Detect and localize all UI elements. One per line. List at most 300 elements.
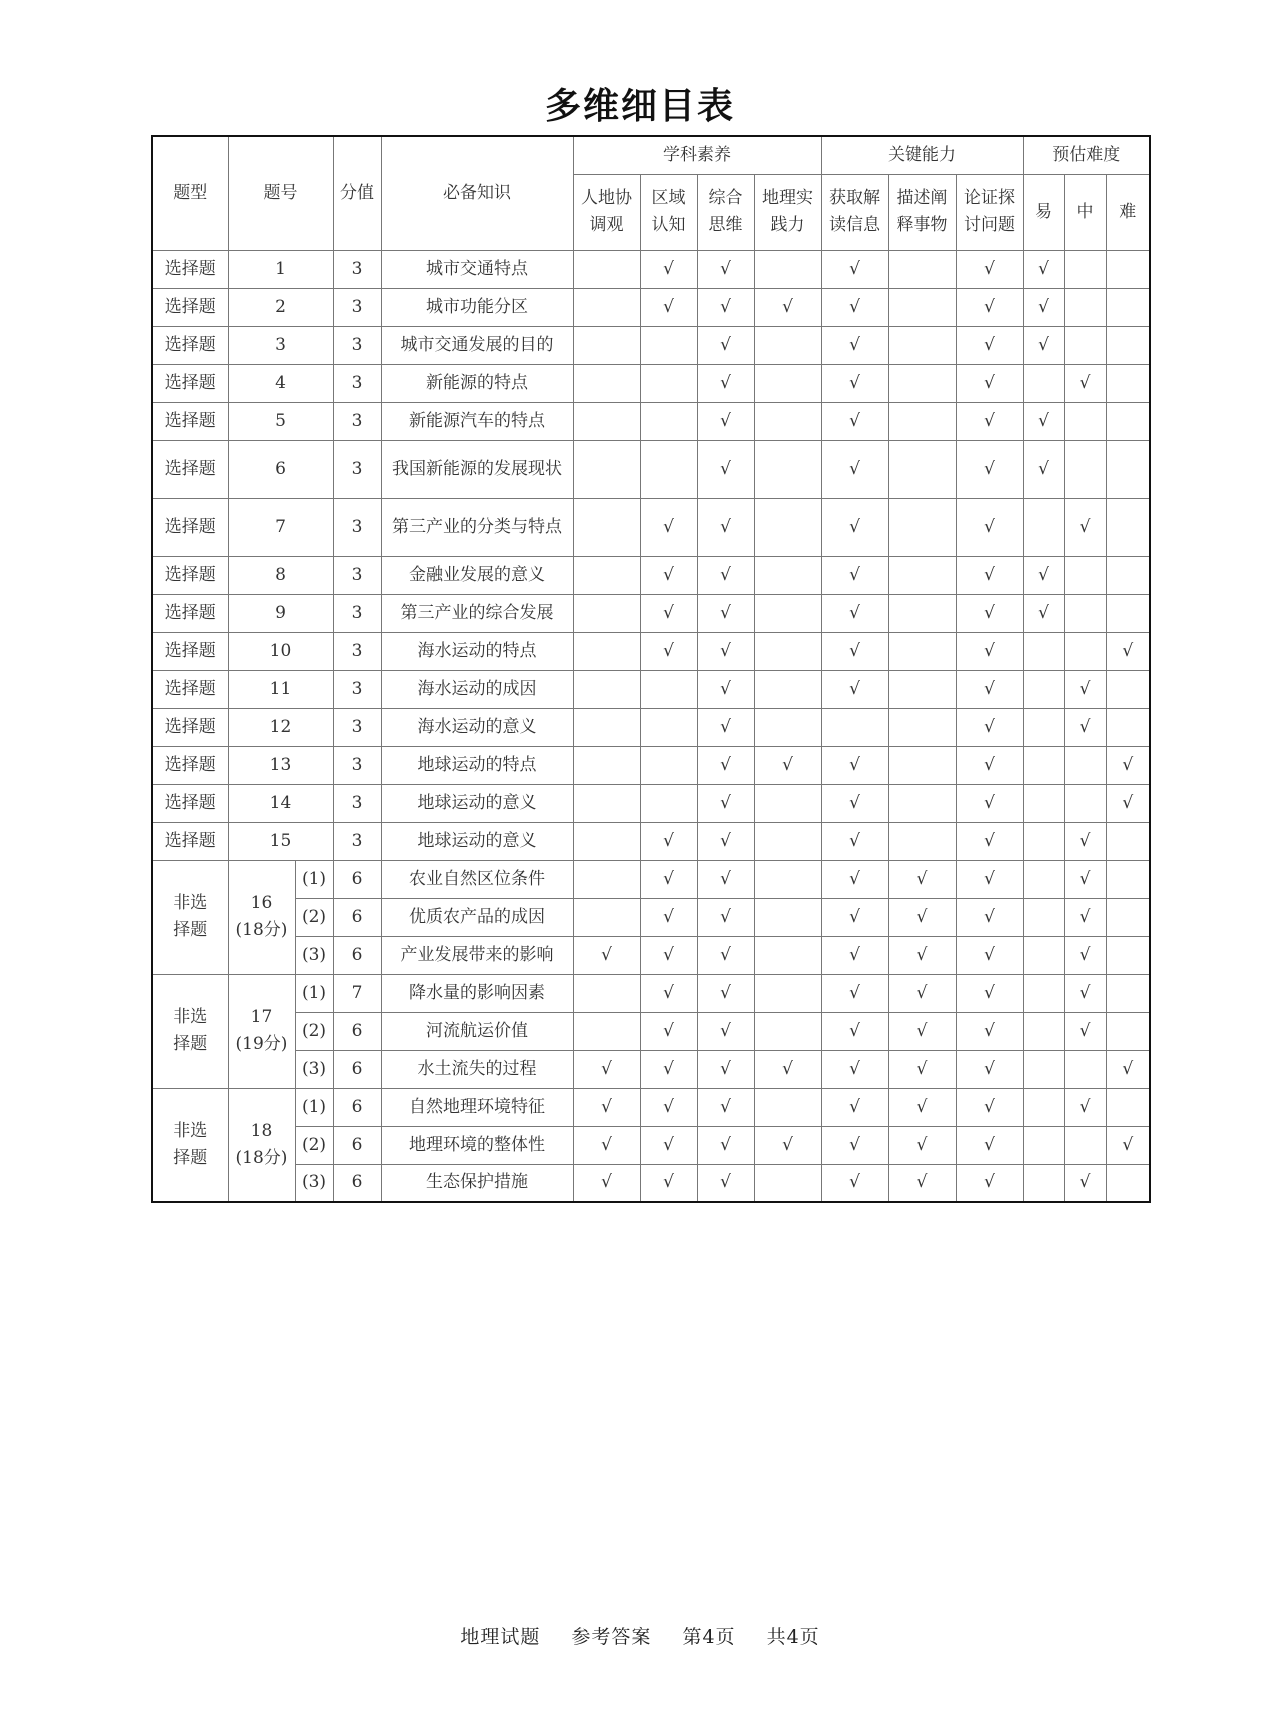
empty-cell <box>754 498 821 556</box>
empty-cell <box>754 936 821 974</box>
check-mark: √ <box>697 1088 754 1126</box>
table-row <box>152 1164 1150 1202</box>
empty-cell <box>573 594 640 632</box>
check-mark: √ <box>697 860 754 898</box>
check-mark: √ <box>821 1088 888 1126</box>
empty-cell <box>888 498 956 556</box>
check-mark: √ <box>1064 860 1106 898</box>
empty-cell <box>1064 1126 1106 1164</box>
empty-cell <box>1064 784 1106 822</box>
check-mark: √ <box>956 784 1023 822</box>
check-mark: √ <box>956 974 1023 1012</box>
empty-cell <box>754 402 821 440</box>
check-mark: √ <box>821 364 888 402</box>
check-mark: √ <box>697 498 754 556</box>
table-row <box>152 936 1150 974</box>
cell-number: 12 <box>228 708 333 746</box>
check-mark: √ <box>1106 784 1150 822</box>
cell-number: 14 <box>228 784 333 822</box>
empty-cell <box>573 784 640 822</box>
check-mark: √ <box>640 1164 697 1202</box>
cell-number: 15 <box>228 822 333 860</box>
check-mark: √ <box>956 364 1023 402</box>
cell-type: 非选择题 <box>152 1088 228 1202</box>
check-mark: √ <box>821 936 888 974</box>
empty-cell <box>1106 250 1150 288</box>
empty-cell <box>1064 632 1106 670</box>
cell-knowledge: 自然地理环境特征 <box>381 1088 573 1126</box>
table-row <box>152 402 1150 440</box>
empty-cell <box>573 974 640 1012</box>
empty-cell <box>888 746 956 784</box>
check-mark: √ <box>754 746 821 784</box>
empty-cell <box>573 822 640 860</box>
header-number: 题号 <box>228 136 333 250</box>
check-mark: √ <box>821 898 888 936</box>
table-row <box>152 670 1150 708</box>
check-mark: √ <box>640 1050 697 1088</box>
cell-knowledge: 河流航运价值 <box>381 1012 573 1050</box>
cell-type: 选择题 <box>152 288 228 326</box>
check-mark: √ <box>1064 708 1106 746</box>
cell-knowledge: 城市功能分区 <box>381 288 573 326</box>
empty-cell <box>640 708 697 746</box>
check-mark: √ <box>1023 556 1064 594</box>
group-total-score: (18分) <box>235 1147 288 1168</box>
empty-cell <box>1064 326 1106 364</box>
check-mark: √ <box>956 746 1023 784</box>
empty-cell <box>888 364 956 402</box>
empty-cell <box>821 708 888 746</box>
empty-cell <box>573 440 640 498</box>
cell-score: 3 <box>333 670 381 708</box>
cell-score: 3 <box>333 326 381 364</box>
table-row <box>152 498 1150 556</box>
table-row <box>152 1126 1150 1164</box>
cell-score: 6 <box>333 936 381 974</box>
check-mark: √ <box>956 1050 1023 1088</box>
check-mark: √ <box>888 860 956 898</box>
empty-cell <box>640 364 697 402</box>
cell-knowledge: 地球运动的意义 <box>381 822 573 860</box>
empty-cell <box>1106 556 1150 594</box>
cell-score: 3 <box>333 498 381 556</box>
check-mark: √ <box>821 440 888 498</box>
table-row <box>152 250 1150 288</box>
header-group-literacy: 学科素养 <box>573 136 821 174</box>
check-mark: √ <box>640 498 697 556</box>
empty-cell <box>754 898 821 936</box>
empty-cell <box>1106 364 1150 402</box>
header-sub-hard: 难 <box>1106 174 1150 250</box>
check-mark: √ <box>697 1164 754 1202</box>
empty-cell <box>888 784 956 822</box>
check-mark: √ <box>956 936 1023 974</box>
table-row <box>152 784 1150 822</box>
cell-subquestion: (3) <box>295 1050 333 1088</box>
empty-cell <box>888 594 956 632</box>
cell-type: 选择题 <box>152 594 228 632</box>
check-mark: √ <box>956 898 1023 936</box>
cell-subquestion: (3) <box>295 1164 333 1202</box>
check-mark: √ <box>821 1126 888 1164</box>
check-mark: √ <box>640 632 697 670</box>
cell-type: 选择题 <box>152 670 228 708</box>
empty-cell <box>1106 594 1150 632</box>
cell-type: 选择题 <box>152 822 228 860</box>
cell-score: 6 <box>333 1126 381 1164</box>
empty-cell <box>1064 288 1106 326</box>
cell-score: 6 <box>333 1050 381 1088</box>
page-title: 多维细目表 <box>544 86 735 127</box>
table-row <box>152 822 1150 860</box>
check-mark: √ <box>1064 898 1106 936</box>
cell-subquestion: (1) <box>295 1088 333 1126</box>
cell-score: 3 <box>333 822 381 860</box>
cell-subquestion: (1) <box>295 860 333 898</box>
empty-cell <box>1023 936 1064 974</box>
empty-cell <box>1106 898 1150 936</box>
table-row <box>152 1050 1150 1088</box>
cell-type: 选择题 <box>152 708 228 746</box>
check-mark: √ <box>1064 974 1106 1012</box>
check-mark: √ <box>697 594 754 632</box>
empty-cell <box>1023 1050 1064 1088</box>
check-mark: √ <box>956 402 1023 440</box>
check-mark: √ <box>956 440 1023 498</box>
empty-cell <box>754 1164 821 1202</box>
check-mark: √ <box>821 860 888 898</box>
empty-cell <box>640 746 697 784</box>
cell-knowledge: 生态保护措施 <box>381 1164 573 1202</box>
empty-cell <box>573 288 640 326</box>
cell-knowledge: 地球运动的意义 <box>381 784 573 822</box>
cell-knowledge: 第三产业的分类与特点 <box>381 498 573 556</box>
cell-number: 6 <box>228 440 333 498</box>
table-row <box>152 632 1150 670</box>
empty-cell <box>888 556 956 594</box>
cell-type: 选择题 <box>152 250 228 288</box>
check-mark: √ <box>1064 1164 1106 1202</box>
cell-subquestion: (1) <box>295 974 333 1012</box>
empty-cell <box>573 250 640 288</box>
check-mark: √ <box>956 288 1023 326</box>
group-number: 18 <box>250 1120 273 1141</box>
empty-cell <box>1106 1088 1150 1126</box>
check-mark: √ <box>1064 822 1106 860</box>
cell-knowledge: 地球运动的特点 <box>381 746 573 784</box>
check-mark: √ <box>697 822 754 860</box>
table-row <box>152 288 1150 326</box>
check-mark: √ <box>821 632 888 670</box>
check-mark: √ <box>640 556 697 594</box>
empty-cell <box>573 556 640 594</box>
check-mark: √ <box>1064 1088 1106 1126</box>
cell-score: 6 <box>333 1088 381 1126</box>
check-mark: √ <box>640 1012 697 1050</box>
empty-cell <box>1023 632 1064 670</box>
table-row <box>152 860 1150 898</box>
check-mark: √ <box>1106 1050 1150 1088</box>
check-mark: √ <box>697 402 754 440</box>
cell-subquestion: (3) <box>295 936 333 974</box>
check-mark: √ <box>888 898 956 936</box>
cell-number: 3 <box>228 326 333 364</box>
cell-knowledge: 我国新能源的发展现状 <box>381 440 573 498</box>
check-mark: √ <box>1064 498 1106 556</box>
cell-knowledge: 新能源汽车的特点 <box>381 402 573 440</box>
cell-number: 10 <box>228 632 333 670</box>
empty-cell <box>1064 440 1106 498</box>
check-mark: √ <box>821 1050 888 1088</box>
check-mark: √ <box>956 860 1023 898</box>
check-mark: √ <box>956 326 1023 364</box>
table-row <box>152 1088 1150 1126</box>
check-mark: √ <box>640 936 697 974</box>
empty-cell <box>1106 440 1150 498</box>
check-mark: √ <box>640 974 697 1012</box>
check-mark: √ <box>697 936 754 974</box>
header-sub-human-land: 人地协调观 <box>573 174 640 250</box>
empty-cell <box>888 250 956 288</box>
check-mark: √ <box>697 784 754 822</box>
empty-cell <box>640 402 697 440</box>
empty-cell <box>1023 860 1064 898</box>
empty-cell <box>1106 974 1150 1012</box>
empty-cell <box>754 708 821 746</box>
cell-question-group <box>228 974 295 1088</box>
check-mark: √ <box>640 594 697 632</box>
check-mark: √ <box>754 1050 821 1088</box>
cell-subquestion: (2) <box>295 898 333 936</box>
empty-cell <box>1064 594 1106 632</box>
cell-knowledge: 水土流失的过程 <box>381 1050 573 1088</box>
group-total-score: (19分) <box>235 1034 288 1054</box>
check-mark: √ <box>821 1164 888 1202</box>
cell-type: 选择题 <box>152 498 228 556</box>
check-mark: √ <box>821 402 888 440</box>
empty-cell <box>573 898 640 936</box>
cell-score: 3 <box>333 402 381 440</box>
cell-score: 3 <box>333 594 381 632</box>
cell-type: 选择题 <box>152 784 228 822</box>
check-mark: √ <box>640 288 697 326</box>
cell-number: 8 <box>228 556 333 594</box>
header-knowledge: 必备知识 <box>381 136 573 250</box>
header-sub-describe: 描述阐释事物 <box>888 174 956 250</box>
footer-answer: 参考答案 <box>571 1626 652 1648</box>
cell-knowledge: 城市交通发展的目的 <box>381 326 573 364</box>
check-mark: √ <box>640 898 697 936</box>
table-row <box>152 440 1150 498</box>
check-mark: √ <box>697 746 754 784</box>
empty-cell <box>754 1088 821 1126</box>
empty-cell <box>1023 1012 1064 1050</box>
empty-cell <box>1106 288 1150 326</box>
empty-cell <box>1023 1088 1064 1126</box>
empty-cell <box>888 440 956 498</box>
cell-knowledge: 金融业发展的意义 <box>381 556 573 594</box>
empty-cell <box>640 670 697 708</box>
cell-knowledge: 城市交通特点 <box>381 250 573 288</box>
cell-type: 选择题 <box>152 632 228 670</box>
empty-cell <box>1064 746 1106 784</box>
check-mark: √ <box>956 632 1023 670</box>
check-mark: √ <box>821 784 888 822</box>
check-mark: √ <box>888 1050 956 1088</box>
header-sub-argue: 论证探讨问题 <box>956 174 1023 250</box>
empty-cell <box>888 402 956 440</box>
empty-cell <box>754 1012 821 1050</box>
cell-score: 3 <box>333 288 381 326</box>
cell-type: 选择题 <box>152 364 228 402</box>
header-score: 分值 <box>333 136 381 250</box>
empty-cell <box>1106 708 1150 746</box>
empty-cell <box>1023 364 1064 402</box>
cell-score: 6 <box>333 1012 381 1050</box>
empty-cell <box>888 822 956 860</box>
empty-cell <box>1064 1050 1106 1088</box>
cell-number: 1 <box>228 250 333 288</box>
empty-cell <box>754 556 821 594</box>
check-mark: √ <box>888 1164 956 1202</box>
cell-score: 3 <box>333 556 381 594</box>
check-mark: √ <box>697 632 754 670</box>
check-mark: √ <box>1023 402 1064 440</box>
empty-cell <box>1023 1164 1064 1202</box>
check-mark: √ <box>1023 250 1064 288</box>
check-mark: √ <box>640 1126 697 1164</box>
footer-subject: 地理试题 <box>460 1626 541 1648</box>
cell-number: 5 <box>228 402 333 440</box>
check-mark: √ <box>956 1088 1023 1126</box>
check-mark: √ <box>1064 1012 1106 1050</box>
cell-knowledge: 海水运动的成因 <box>381 670 573 708</box>
empty-cell <box>640 440 697 498</box>
empty-cell <box>754 670 821 708</box>
check-mark: √ <box>697 326 754 364</box>
check-mark: √ <box>573 1088 640 1126</box>
empty-cell <box>1023 898 1064 936</box>
empty-cell <box>754 822 821 860</box>
empty-cell <box>1106 402 1150 440</box>
check-mark: √ <box>640 822 697 860</box>
check-mark: √ <box>1023 440 1064 498</box>
empty-cell <box>573 708 640 746</box>
cell-knowledge: 海水运动的意义 <box>381 708 573 746</box>
cell-type: 选择题 <box>152 402 228 440</box>
check-mark: √ <box>821 670 888 708</box>
cell-number: 7 <box>228 498 333 556</box>
header-group-ability: 关键能力 <box>821 136 1023 174</box>
cell-knowledge: 第三产业的综合发展 <box>381 594 573 632</box>
check-mark: √ <box>821 1012 888 1050</box>
cell-knowledge: 优质农产品的成因 <box>381 898 573 936</box>
check-mark: √ <box>888 1126 956 1164</box>
check-mark: √ <box>1106 1126 1150 1164</box>
check-mark: √ <box>697 708 754 746</box>
empty-cell <box>888 288 956 326</box>
table-row <box>152 556 1150 594</box>
cell-score: 6 <box>333 860 381 898</box>
empty-cell <box>1106 326 1150 364</box>
table-row <box>152 594 1150 632</box>
check-mark: √ <box>697 556 754 594</box>
check-mark: √ <box>1106 746 1150 784</box>
empty-cell <box>640 326 697 364</box>
empty-cell <box>1106 498 1150 556</box>
empty-cell <box>1023 708 1064 746</box>
cell-question-group <box>228 1088 295 1202</box>
empty-cell <box>573 402 640 440</box>
group-number: 16 <box>250 893 273 913</box>
empty-cell <box>573 670 640 708</box>
header-sub-practice: 地理实践力 <box>754 174 821 250</box>
empty-cell <box>754 860 821 898</box>
cell-number: 11 <box>228 670 333 708</box>
cell-type: 选择题 <box>152 746 228 784</box>
empty-cell <box>1023 1126 1064 1164</box>
check-mark: √ <box>956 1126 1023 1164</box>
cell-type: 选择题 <box>152 440 228 498</box>
check-mark: √ <box>821 498 888 556</box>
empty-cell <box>1106 936 1150 974</box>
empty-cell <box>573 498 640 556</box>
empty-cell <box>888 632 956 670</box>
header-type: 题型 <box>152 136 228 250</box>
empty-cell <box>1023 498 1064 556</box>
check-mark: √ <box>754 288 821 326</box>
check-mark: √ <box>1064 670 1106 708</box>
header-sub-easy: 易 <box>1023 174 1064 250</box>
check-mark: √ <box>956 498 1023 556</box>
empty-cell <box>1106 670 1150 708</box>
table-row <box>152 746 1150 784</box>
empty-cell <box>754 784 821 822</box>
check-mark: √ <box>1106 632 1150 670</box>
header-sub-medium: 中 <box>1064 174 1106 250</box>
cell-knowledge: 地理环境的整体性 <box>381 1126 573 1164</box>
check-mark: √ <box>1064 936 1106 974</box>
empty-cell <box>573 1012 640 1050</box>
cell-score: 3 <box>333 746 381 784</box>
cell-type: 选择题 <box>152 556 228 594</box>
cell-score: 7 <box>333 974 381 1012</box>
empty-cell <box>573 746 640 784</box>
check-mark: √ <box>697 364 754 402</box>
check-mark: √ <box>697 974 754 1012</box>
check-mark: √ <box>956 822 1023 860</box>
cell-score: 3 <box>333 250 381 288</box>
empty-cell <box>754 632 821 670</box>
cell-knowledge: 海水运动的特点 <box>381 632 573 670</box>
empty-cell <box>1023 784 1064 822</box>
check-mark: √ <box>956 1012 1023 1050</box>
cell-question-group <box>228 860 295 974</box>
empty-cell <box>1023 670 1064 708</box>
check-mark: √ <box>1023 594 1064 632</box>
cell-type: 非选择题 <box>152 860 228 974</box>
check-mark: √ <box>821 746 888 784</box>
empty-cell <box>1064 402 1106 440</box>
check-mark: √ <box>956 670 1023 708</box>
cell-score: 3 <box>333 440 381 498</box>
cell-knowledge: 新能源的特点 <box>381 364 573 402</box>
cell-knowledge: 产业发展带来的影响 <box>381 936 573 974</box>
table-row <box>152 326 1150 364</box>
table-row <box>152 1012 1150 1050</box>
check-mark: √ <box>956 250 1023 288</box>
